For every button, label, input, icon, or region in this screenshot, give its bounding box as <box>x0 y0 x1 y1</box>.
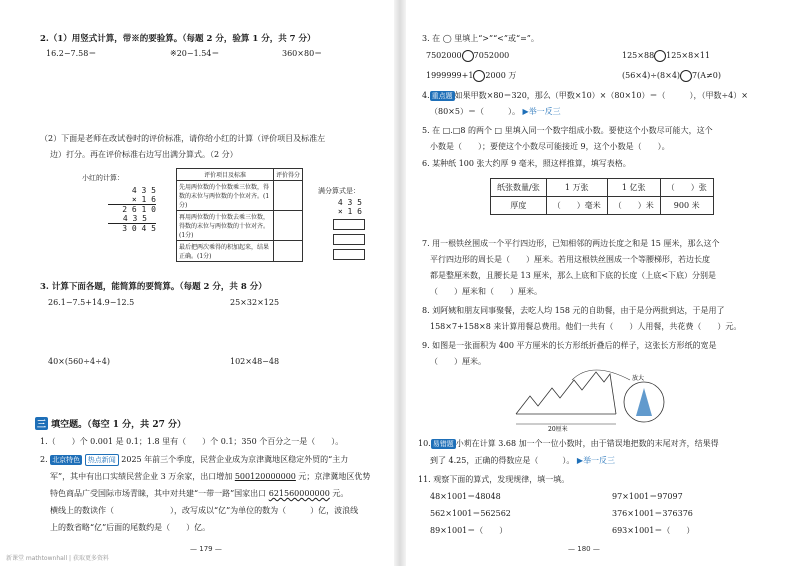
evaluation-table-wrap <box>176 168 303 262</box>
r-q3-left: (56×4)÷(8×4) <box>622 71 681 80</box>
section-title: 填空题。（每空 1 分，共 27 分） <box>51 420 186 430</box>
tag-hot-news: 热点新闻 <box>85 454 119 466</box>
compare-circle[interactable] <box>473 70 485 82</box>
t6-cell: 1 万张 <box>546 179 607 197</box>
fill-q2-text: 2025 年前三个季度，民营企业成为京津冀地区稳定外贸的“主力 <box>121 455 349 464</box>
q2-title: 2.（1）用竖式计算，带※的要验算。（每题 2 分，验算 1 分，共 7 分） <box>40 34 316 44</box>
r-q3-cell <box>426 50 509 62</box>
compare-circle[interactable] <box>654 50 666 62</box>
r-q10-line1 <box>418 438 719 449</box>
r-q10-num: 10. <box>418 439 431 448</box>
r-q3-left: 1999999+1 <box>426 71 474 80</box>
r-q3-title: 3. 在 ◯ 里填上“>”“<”或“=”。 <box>422 34 539 43</box>
t6-cell: 厚度 <box>491 197 547 215</box>
compare-circle[interactable] <box>462 50 474 62</box>
tag-error-prone: 易错题 <box>432 440 454 448</box>
r-q4-link[interactable]: ▶举一反三 <box>522 107 561 116</box>
section-heading <box>35 417 186 430</box>
calc-line: × 1 6 <box>108 195 156 205</box>
eval-row-2: 再用两位数的十位数去乘三位数，得数的末位与两位数的十位对齐。(1分) <box>177 211 274 241</box>
r-q10-text: 到了 4.25，正确的得数应是（ ）。 <box>430 456 575 465</box>
r-q3-right: 7052000 <box>473 51 510 60</box>
fill-q2-num: 2. <box>40 455 48 464</box>
xiaohong-label: 小红的计算： <box>82 174 124 182</box>
xiaohong-calc <box>108 186 156 233</box>
r-q7-line2: 平行四边形的周长是（ ）厘米。若用这根铁丝围成一个等腰梯形，若边长度 <box>430 255 710 264</box>
eval-row-1: 先用两位数的个位数乘三位数，得数的末位与两位数的个位对齐。(1分) <box>177 181 274 211</box>
r-q11-eq: 89×1001＝（ ） <box>430 526 508 535</box>
eval-score-cell[interactable] <box>274 241 303 262</box>
r-q8-line1: 8. 刘阿姨和朋友同事聚餐，去吃人均 158 元的自助餐，由于是分两批到达，于是用了 <box>422 306 725 315</box>
r-q11-title: 11. 观察下面的算式，发现规律，填一填。 <box>418 475 570 484</box>
r-q4-line1 <box>422 90 748 101</box>
r-q6-table-wrap <box>490 178 714 215</box>
r-q5-line2: 小数是（ ）；要使这个小数尽可能接近 9，这个小数是（ ）。 <box>430 142 670 151</box>
q2-part2-line1: （2）下面是老师在改试卷时的评价标准，请你给小红的计算（评价项目及标准左 <box>40 134 326 143</box>
t6-cell: 1 亿张 <box>607 179 660 197</box>
eval-score-cell[interactable] <box>274 211 303 241</box>
evaluation-table <box>176 168 303 262</box>
t6-cell: 900 米 <box>660 197 713 215</box>
answer-box[interactable] <box>333 219 365 230</box>
r-q8-line2: 158×7+158×8 来计算用餐总费用。他们一共有（ ）人用餐，共花费（ ）元。 <box>430 322 742 331</box>
r-q4-line2 <box>430 106 561 117</box>
tag-key: 重点题 <box>431 92 453 100</box>
r-q3-left: 7502000 <box>426 51 462 60</box>
calc-line: 2 6 1 0 <box>122 205 156 214</box>
page-number-left: — 179 — <box>190 545 222 553</box>
r-q10-link[interactable]: ▶举一反三 <box>576 456 616 465</box>
fill-q2-line1 <box>40 454 348 466</box>
fill-q2-line4: 横线上的数读作（ ），改写成以“亿”为单位的数为（ ）亿，波浪线 <box>50 506 359 515</box>
q2-part2-line2: 边）打分。再在评价标准右边写出满分算式。（2 分） <box>50 150 238 159</box>
fill-q2-text: 元。 <box>329 489 349 498</box>
r-q4-text: （80×5）＝（ ）。 <box>430 107 520 116</box>
section-number: 三 <box>35 417 48 430</box>
q2-item-3: 360×80＝ <box>282 49 323 58</box>
q3-item-1: 26.1−7.5+14.9−12.5 <box>48 298 135 307</box>
r-q4-num: 4. <box>422 91 430 100</box>
fill-q2-line2 <box>50 471 370 482</box>
fig-label-width: 20厘米 <box>548 426 568 432</box>
r-q11-eq: 693×1001＝（ ） <box>612 526 695 535</box>
watermark: 新课堂 mathtownhall | 获取更多资料 <box>6 555 109 562</box>
calc-line: 4 3 5 <box>108 214 156 224</box>
r-q11-eq: 562×1001＝562562 <box>430 509 511 518</box>
eval-header-score: 评价得分 <box>274 169 303 181</box>
eval-score-cell[interactable] <box>274 181 303 211</box>
link-text: 举一反三 <box>528 107 561 116</box>
r-q6-table <box>490 178 714 215</box>
r-q4-text: 如果甲数×80＝320，那么（甲数×10）×（80×10）＝（ ），（甲数÷4）× <box>454 91 748 100</box>
fill-q2-text: 元；京津冀地区优势 <box>295 472 371 481</box>
tag-beijing: 北京特色 <box>52 456 81 464</box>
calc-line: 4 3 5 <box>337 198 362 207</box>
fill-q2-text: 特色商品广受国际市场青睐，其中对共建“一带一路”国家出口 <box>50 489 269 498</box>
page-number-right: — 180 — <box>568 545 600 553</box>
r-q9-line1: 9. 如图是一张面积为 400 平方厘米的长方形纸折叠后的样子，这张长方形纸的宽是 <box>422 341 717 350</box>
underlined-number: 500120000000 <box>234 472 296 481</box>
r-q3-cell <box>426 70 516 82</box>
t6-cell: （ ）张 <box>660 179 713 197</box>
r-q3-left: 125×88 <box>622 51 655 60</box>
r-q11-eq: 48×1001＝48048 <box>430 492 501 501</box>
r-q9-line2: （ ）厘米。 <box>430 357 486 366</box>
t6-cell: （ ）毫米 <box>546 197 607 215</box>
q3-title: 3. 计算下面各题，能简算的要简算。（每题 2 分，共 8 分） <box>40 282 267 292</box>
calc-line: 3 0 4 5 <box>122 224 156 233</box>
fill-q1: 1.（ ）个 0.001 是 0.1；1.8 里有（ ）个 0.1；350 个百分之一是（ ）。 <box>40 437 344 446</box>
q3-item-4: 102×48−48 <box>230 357 280 366</box>
r-q7-line3: 都是整厘米数，且腰长是 13 厘米，那么上底和下底的长度（上底<下底）分别是 <box>430 271 716 280</box>
answer-box[interactable] <box>333 249 365 260</box>
t6-cell: （ ）米 <box>607 197 660 215</box>
r-q3-right: 7(A≠0) <box>692 71 721 80</box>
page-number-value: 180 <box>577 545 591 553</box>
full-label: 满分算式是： <box>318 187 360 195</box>
calc-line: × 1 6 <box>337 207 362 216</box>
full-calc <box>322 198 362 216</box>
r-q3-cell <box>622 50 710 62</box>
fill-q2-line3 <box>50 488 348 499</box>
q3-item-2: 25×32×125 <box>230 298 280 307</box>
answer-box[interactable] <box>333 234 365 245</box>
fill-q2-text: 军”，其中有出口实绩民营企业 3 万余家，出口增加 <box>50 472 235 481</box>
r-q5-line1: 5. 在 □.□8 的两个 □ 里填入同一个数字组成小数。要使这个小数尽可能大，这个 <box>422 126 713 135</box>
r-q11-eq: 376×1001＝376376 <box>612 509 693 518</box>
eval-row-3: 最后把两次乘得的积加起来，结果正确。(1分) <box>177 241 274 262</box>
fill-q2-line5: 上的数省略“亿”后面的尾数约是（ ）亿。 <box>50 523 211 532</box>
q2-item-1: 16.2−7.58＝ <box>46 49 97 58</box>
wavy-number: 621560000000 <box>268 489 330 498</box>
page-number-value: 179 <box>199 545 213 553</box>
r-q6-title: 6. 某种纸 100 张大约厚 9 毫米，照这样推算，填写表格。 <box>422 159 631 168</box>
t6-cell: 纸张数量/张 <box>491 179 547 197</box>
right-page <box>400 0 800 566</box>
link-text: 举一反三 <box>583 456 616 465</box>
calc-line: 4 3 5 <box>131 186 156 195</box>
r-q3-right: 2000 万 <box>485 71 517 80</box>
r-q3-right: 125×8×11 <box>666 51 711 60</box>
fig-label-enlarge: 放大 <box>632 375 645 382</box>
r-q10-text: 小莉在计算 3.68 加一个一位小数时，由于错误地把数的末尾对齐，结果得 <box>455 439 719 448</box>
r-q3-cell <box>622 70 721 82</box>
compare-circle[interactable] <box>680 70 692 82</box>
q2-item-2: ※20−1.54＝ <box>170 49 220 58</box>
eval-header-criteria: 评价项目及标准 <box>177 169 274 181</box>
r-q7-line4: （ ）厘米和（ ）厘米。 <box>430 287 542 296</box>
r-q10-line2 <box>430 455 615 466</box>
r-q7-line1: 7. 用一根铁丝围成一个平行四边形，已知相邻的两边长度之和是 15 厘米，那么这个 <box>422 239 720 248</box>
r-q11-eq: 97×1001＝97097 <box>612 492 683 501</box>
folded-paper-figure <box>512 366 672 432</box>
q3-item-3: 40×(560÷4÷4) <box>48 357 110 366</box>
